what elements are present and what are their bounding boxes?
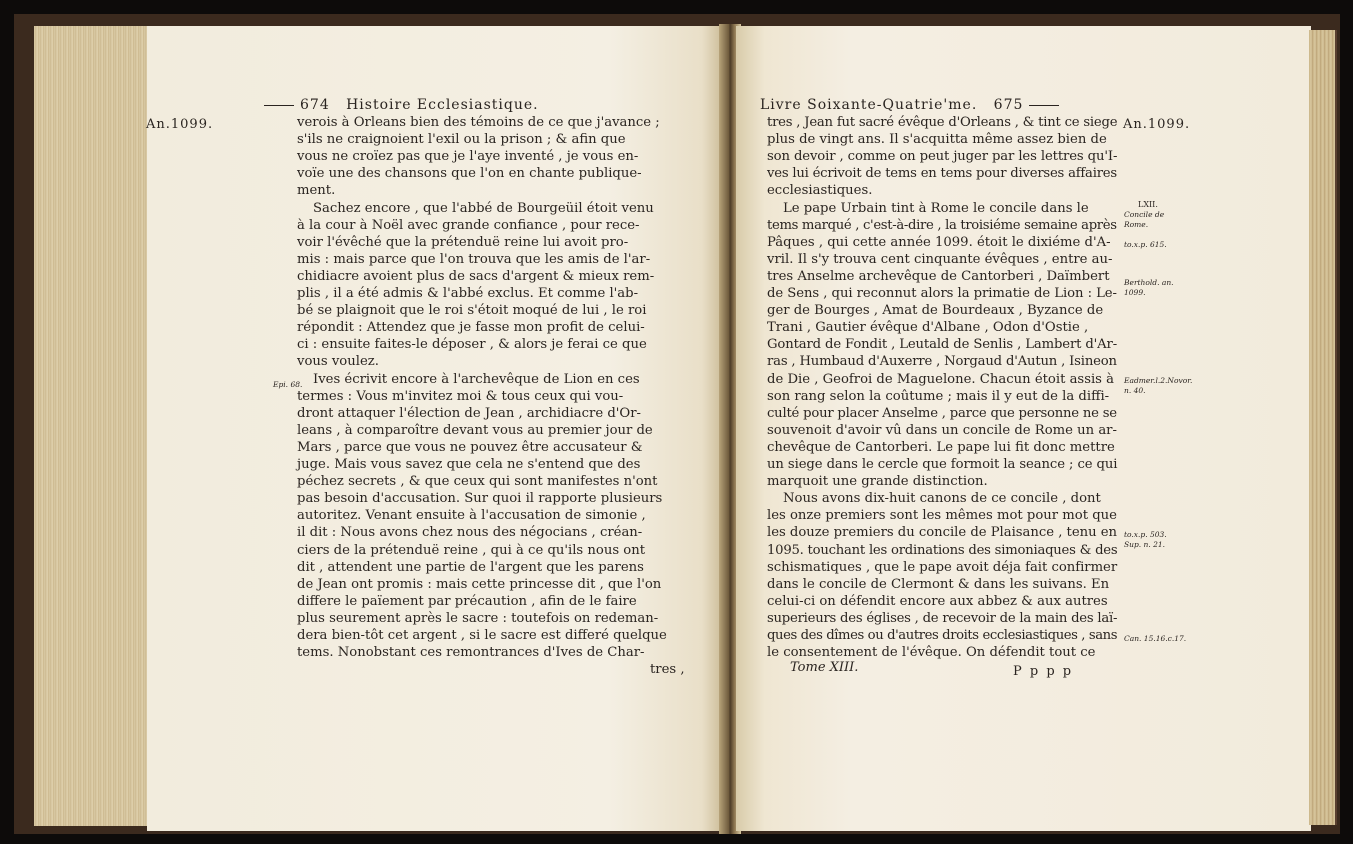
text-line: de Jean ont promis : mais cette princesse dit , que l'on [297, 576, 662, 592]
text-line: marquoit une grande distinction. [767, 474, 988, 490]
text-line: tems. Nonobstant ces remontrances d'Ives de Char- [297, 645, 645, 661]
text-line: Mars , parce que vous ne pouvez être accusateur & [297, 439, 643, 455]
text-line: tems marqué , c'est-à-dire , la troisiéme semaine après [767, 217, 1117, 233]
text-line: voïe une des chansons que l'on en chante publique- [297, 166, 642, 182]
text-line: autoritez. Venant ensuite à l'accusation de simonie , [297, 508, 646, 524]
text-line: tres , Jean fut sacré évêque d'Orleans , & tint ce siege [767, 115, 1118, 130]
text-line: ci : ensuite faites-le déposer , & alors je ferai ce que [297, 337, 647, 353]
footer-signature: P p p p [1013, 664, 1074, 679]
text-line: chevêque de Cantorberi. Le pape lui fit donc mettre [767, 439, 1115, 455]
text-line: Ives écrivit encore à l'archevêque de Lion en ces [313, 371, 640, 387]
margin-note: Sup. n. 21. [1124, 540, 1166, 549]
right-year-marker: An.1099. [1123, 117, 1191, 132]
text-line: leans , à comparoître devant vous au premier jour de [297, 422, 653, 438]
text-line: celui-ci on défendit encore aux abbez & aux autres [767, 593, 1108, 609]
text-line: ment. [297, 183, 336, 199]
margin-note: to.x.p. 615. [1124, 240, 1167, 249]
text-line: ras , Humbaud d'Auxerre , Norgaud d'Autun , Isineon [767, 354, 1117, 370]
right-page-edges [1309, 30, 1337, 825]
text-line: Pâques , qui cette année 1099. étoit le dixiéme d'A- [767, 234, 1111, 250]
text-line: son rang selon la coûtume ; mais il y eut de la diffi- [767, 388, 1110, 404]
text-line: bé se plaignoit que le roi s'étoit moqué de lui , le roi [297, 303, 647, 319]
left-year-marker: An.1099. [146, 117, 214, 132]
text-line: dera bien-tôt cet argent , si le sacre est differé quelque [297, 628, 667, 643]
text-line: termes : Vous m'invitez moi & tous ceux qui vou- [297, 388, 624, 404]
text-line: ger de Bourges , Amat de Bourdeaux , Byzance de [767, 303, 1104, 319]
text-line: de Die , Geofroi de Maguelone. Chacun étoit assis à [767, 371, 1115, 387]
text-line: chidiacre avoient plus de sacs d'argent & mieux rem- [297, 268, 655, 284]
text-line: vous ne croïez pas que je l'aye inventé , je vous en- [297, 149, 639, 165]
right-running-head [760, 97, 1065, 113]
text-line: juge. Mais vous savez que cela ne s'entend que des [297, 457, 641, 472]
footer-volume: Tome XIII. [790, 660, 859, 675]
text-line: plus seurement après le sacre : toutefois on redeman- [297, 610, 659, 626]
head-rule [264, 105, 294, 106]
text-line: schismatiques , que le pape avoit déja fait confirmer [767, 559, 1118, 575]
text-line: culté pour placer Anselme , parce que personne ne se [767, 405, 1117, 421]
left-running-head [258, 97, 539, 113]
text-line: dit , attendent une partie de l'argent que les parens [297, 559, 644, 575]
text-line: tres , [650, 662, 685, 678]
text-line: les onze premiers sont les mêmes mot pour mot que [767, 508, 1117, 524]
text-line: s'ils ne craignoient l'exil ou la prison ; & afin que [297, 132, 626, 148]
margin-note: 1099. [1124, 288, 1146, 297]
text-line: tres Anselme archevêque de Cantorberi , Daïmbert [767, 268, 1110, 284]
margin-note: Can. 15.16.c.17. [1124, 634, 1187, 643]
margin-note: Eadmer.l.2.Novor. [1124, 376, 1193, 385]
text-line: vril. Il s'y trouva cent cinquante évêques , entre au- [767, 251, 1113, 267]
text-line: ques des dîmes ou d'autres droits ecclesiastiques , sans [767, 628, 1118, 643]
margin-note: to.x.p. 503. [1124, 530, 1167, 539]
text-line: differe le païement par précaution , afin de le faire [297, 593, 637, 609]
left-page-edges [34, 26, 150, 826]
text-line: verois à Orleans bien des témoins de ce que j'avance ; [297, 115, 660, 130]
text-line: dans le concile de Clermont & dans les suivans. En [767, 576, 1110, 592]
text-line: ves lui écrivoit de tems en tems pour diverses affaires [767, 166, 1117, 182]
text-line: plis , il a été admis & l'abbé exclus. Et comme l'ab- [297, 286, 639, 301]
text-line: Le pape Urbain tint à Rome le concile dans le [783, 200, 1089, 216]
text-line: Nous avons dix-huit canons de ce concile , dont [783, 491, 1101, 507]
text-line: mis : mais parce que l'on trouva que les amis de l'ar- [297, 251, 651, 267]
text-line: ecclesiastiques. [767, 183, 873, 199]
text-line: superieurs des églises , de recevoir de la main des laï- [767, 610, 1118, 626]
text-line: de Sens , qui reconnut alors la primatie de Lion : Le- [767, 286, 1117, 301]
right-page-number: 675 [993, 97, 1024, 113]
open-book [14, 14, 1340, 834]
left-page-number: 674 [300, 97, 330, 113]
text-line: dront attaquer l'élection de Jean , archidiacre d'Or- [297, 405, 641, 421]
margin-note-section-number: LXII. [1138, 200, 1158, 209]
text-line: pas besoin d'accusation. Sur quoi il rapporte plusieurs [297, 491, 663, 507]
text-line: voir l'évêché que la prétenduë reine lui avoit pro- [297, 234, 629, 250]
text-line: le consentement de l'évêque. On défendit tout ce [767, 645, 1096, 661]
text-line: ciers de la prétenduë reine , qui à ce qu'ils nous ont [297, 542, 646, 558]
left-header-title: Histoire Ecclesiastique. [346, 97, 539, 113]
right-header-title: Livre Soixante-Quatrie'me. [760, 97, 978, 113]
text-line: à la cour à Noël avec grande confiance , pour rece- [297, 217, 640, 233]
margin-note: n. 40. [1124, 386, 1146, 395]
text-line: souvenoit d'avoir vû dans un concile de Rome un ar- [767, 422, 1117, 438]
text-line: les douze premiers du concile de Plaisance , tenu en [767, 525, 1117, 541]
left-margin-note: Epi. 68. [273, 380, 303, 389]
margin-note: Rome. [1124, 220, 1149, 229]
text-line: il dit : Nous avons chez nous des négocians , créan- [297, 525, 643, 541]
head-rule [1029, 105, 1059, 106]
text-line: Gontard de Fondit , Leutald de Senlis , Lambert d'Ar- [767, 337, 1118, 353]
margin-note: Berthold. an. [1124, 278, 1174, 287]
text-line: son devoir , comme on peut juger par les lettres qu'I- [767, 149, 1118, 165]
text-line: plus de vingt ans. Il s'acquitta même assez bien de [767, 132, 1107, 148]
text-line: répondit : Attendez que je fasse mon profit de celui- [297, 320, 645, 336]
margin-note: Concile de [1124, 210, 1165, 219]
text-line: un siege dans le cercle que formoit la seance ; ce qui [767, 457, 1118, 472]
text-line: Trani , Gautier évêque d'Albane , Odon d'Ostie , [767, 320, 1089, 336]
text-line: 1095. touchant les ordinations des simoniaques & des [767, 542, 1118, 558]
text-line: Sachez encore , que l'abbé de Bourgeüil étoit venu [313, 200, 654, 216]
text-line: péchez secrets , & que ceux qui sont manifestes n'ont [297, 474, 658, 490]
text-line: vous voulez. [297, 354, 379, 370]
